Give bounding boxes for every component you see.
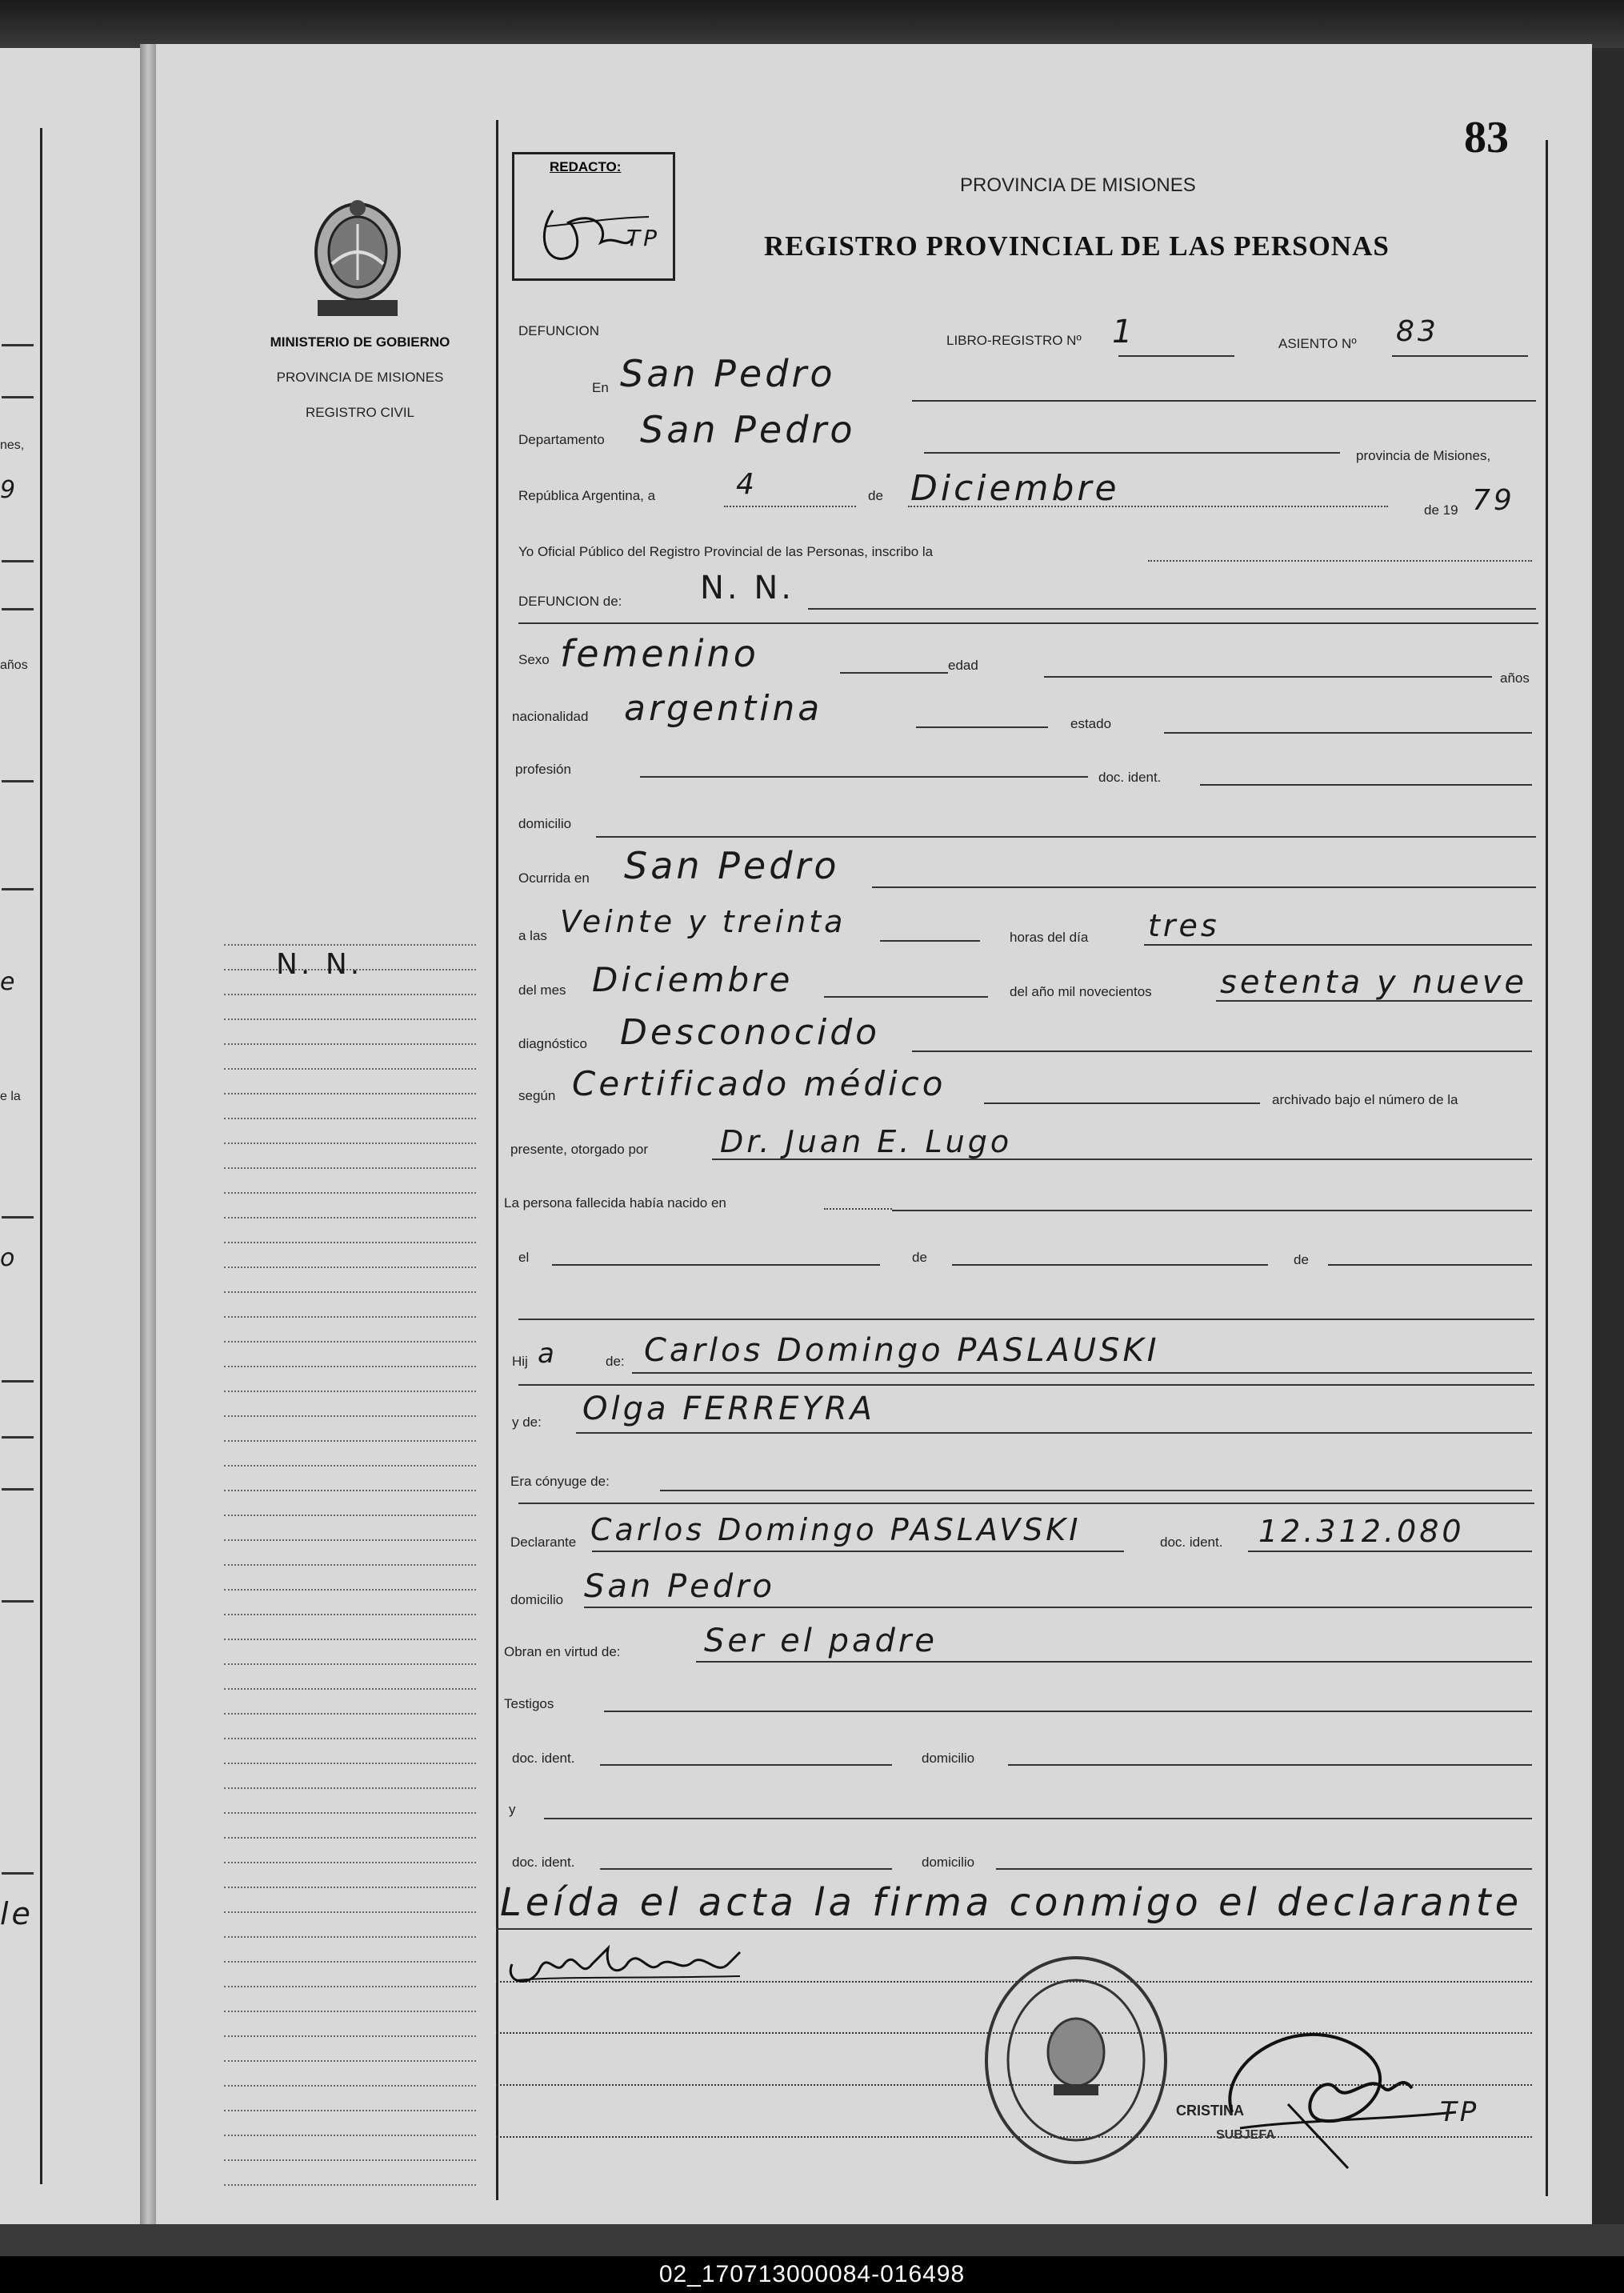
del-mes-label: del mes bbox=[518, 982, 566, 998]
presente-label: presente, otorgado por bbox=[510, 1142, 649, 1157]
margin-rule bbox=[224, 1490, 476, 1491]
margin-rule bbox=[224, 1837, 476, 1839]
official-signature bbox=[1200, 1992, 1488, 2176]
margin-rule bbox=[224, 1142, 476, 1144]
del-mes-line bbox=[824, 996, 988, 998]
margin-rule bbox=[224, 1440, 476, 1442]
de3-label: de bbox=[1294, 1252, 1309, 1267]
margin-rule bbox=[224, 1217, 476, 1219]
presente-line bbox=[712, 1159, 1532, 1160]
margin-rule bbox=[224, 1291, 476, 1293]
obran-label: Obran en virtud de: bbox=[504, 1644, 621, 1659]
del-mes-value: Diciembre bbox=[592, 960, 794, 999]
margin-rule bbox=[224, 1589, 476, 1591]
el-line bbox=[552, 1264, 880, 1266]
margin-rule bbox=[224, 2085, 476, 2087]
margin-rule bbox=[224, 2135, 476, 2136]
hij-label: Hij bbox=[512, 1354, 528, 1369]
father-line bbox=[632, 1372, 1532, 1374]
libro-label: LIBRO-REGISTRO Nº bbox=[946, 333, 1082, 348]
departamento-label: Departamento bbox=[518, 432, 605, 447]
de2-line bbox=[952, 1264, 1268, 1266]
ministry-line2: PROVINCIA DE MISIONES bbox=[276, 370, 444, 385]
del-ano-value: setenta y nueve bbox=[1220, 964, 1527, 1001]
nacido-line bbox=[892, 1210, 1532, 1211]
ocurrida-value: San Pedro bbox=[624, 844, 840, 887]
en-value: San Pedro bbox=[620, 352, 836, 395]
margin-rule bbox=[224, 1763, 476, 1764]
margin-rule bbox=[224, 1961, 476, 1963]
dom1-line bbox=[1008, 1764, 1532, 1766]
republica-label: República Argentina, a bbox=[518, 488, 656, 503]
left-page-line bbox=[2, 1872, 34, 1875]
margin-rule bbox=[224, 1986, 476, 1987]
left-page-line bbox=[2, 608, 34, 610]
left-page-fragment: años bbox=[0, 658, 28, 672]
horas-label: horas del día bbox=[1010, 930, 1089, 945]
year-label: de 19 bbox=[1424, 502, 1458, 518]
nacido-dots bbox=[824, 1208, 892, 1210]
asiento-label: ASIENTO Nº bbox=[1278, 336, 1357, 351]
nacionalidad-label: nacionalidad bbox=[512, 709, 589, 724]
diagnostico-value: Desconocido bbox=[620, 1012, 881, 1053]
obran-value: Ser el padre bbox=[704, 1623, 938, 1659]
margin-rule bbox=[224, 1316, 476, 1318]
obran-line bbox=[696, 1661, 944, 1663]
left-page-fragment: 9 bbox=[0, 476, 19, 504]
de3-line bbox=[1328, 1264, 1532, 1266]
nacionalidad-line bbox=[916, 726, 1048, 728]
nacido-label: La persona fallecida había nacido en bbox=[504, 1195, 726, 1211]
hij-de-label: de: bbox=[606, 1354, 625, 1369]
margin-rule bbox=[224, 1341, 476, 1343]
mother-value: Olga FERREYRA bbox=[582, 1391, 875, 1427]
domicilio-label: domicilio bbox=[518, 816, 572, 831]
margin-rule bbox=[224, 1093, 476, 1094]
official-initials: TP bbox=[1440, 2096, 1480, 2128]
margin-rule bbox=[224, 1639, 476, 1640]
archivado-label: archivado bajo el número de la bbox=[1272, 1092, 1458, 1107]
province-title: PROVINCIA DE MISIONES bbox=[960, 174, 1196, 196]
margin-rule bbox=[224, 1018, 476, 1020]
y-de-label: y de: bbox=[512, 1415, 542, 1430]
sexo-line bbox=[840, 672, 948, 674]
image-id-footer: 02_170713000084-016498 bbox=[0, 2256, 1624, 2293]
asiento-value: 83 bbox=[1396, 315, 1439, 348]
a-las-line bbox=[880, 940, 980, 942]
margin-rule bbox=[224, 2060, 476, 2062]
margin-rule bbox=[224, 1812, 476, 1814]
margin-rule bbox=[224, 2011, 476, 2012]
page-number: 83 bbox=[1464, 113, 1509, 162]
edad-line bbox=[1044, 676, 1492, 678]
stamp-name: CRISTINA bbox=[1176, 2103, 1244, 2119]
left-page-line bbox=[2, 1216, 34, 1219]
closing-text: Leída el acta la firma conmigo el declarante bbox=[500, 1880, 1523, 1925]
left-page-line bbox=[2, 344, 34, 346]
en-label: En bbox=[592, 380, 609, 395]
y-line bbox=[544, 1818, 1532, 1819]
declarant-signature bbox=[500, 1932, 764, 1996]
left-page-fragment: nes, bbox=[0, 438, 25, 452]
margin-rule bbox=[224, 2159, 476, 2161]
estado-label: estado bbox=[1070, 716, 1112, 731]
left-page-line bbox=[2, 396, 34, 398]
obran-line2 bbox=[944, 1661, 1532, 1663]
testigos-label: Testigos bbox=[504, 1696, 554, 1711]
nacionalidad-value: argentina bbox=[624, 688, 823, 729]
doc-ident-line bbox=[1200, 784, 1532, 786]
margin-rule bbox=[224, 1415, 476, 1417]
conyuge-line bbox=[660, 1490, 1532, 1491]
margin-rule bbox=[224, 944, 476, 946]
stamp-name2: SUBJEFA bbox=[1216, 2128, 1275, 2142]
father-line2 bbox=[518, 1384, 1534, 1386]
declarante-doc-value: 12.312.080 bbox=[1258, 1514, 1465, 1549]
left-page-fragment: o bbox=[0, 1244, 18, 1272]
diagnostico-label: diagnóstico bbox=[518, 1036, 588, 1051]
estado-line bbox=[1164, 732, 1532, 734]
margin-rule bbox=[224, 2184, 476, 2186]
sexo-label: Sexo bbox=[518, 652, 550, 667]
mother-line bbox=[576, 1432, 1532, 1434]
month-line bbox=[908, 506, 1388, 507]
libro-value: 1 bbox=[1112, 314, 1136, 350]
day-value: 4 bbox=[736, 468, 758, 501]
closing-line bbox=[496, 1928, 1532, 1930]
book-top-edge bbox=[0, 0, 1624, 48]
de-label: de bbox=[868, 488, 883, 503]
margin-rule bbox=[224, 2035, 476, 2037]
doc2-label: doc. ident. bbox=[512, 1855, 575, 1870]
decl-domicilio-line bbox=[584, 1607, 1532, 1608]
decl-domicilio-label: domicilio bbox=[510, 1592, 564, 1607]
a-las-value: Veinte y treinta bbox=[560, 904, 846, 939]
defuncion-line bbox=[808, 608, 1536, 610]
left-page-line bbox=[2, 1380, 34, 1383]
margin-rule bbox=[224, 1192, 476, 1194]
decl-domicilio-value: San Pedro bbox=[584, 1568, 776, 1605]
dom2-line bbox=[996, 1868, 1532, 1870]
y-label: y bbox=[509, 1802, 516, 1817]
en-line bbox=[912, 400, 1536, 402]
margin-rule bbox=[224, 1614, 476, 1615]
ocurrida-label: Ocurrida en bbox=[518, 870, 590, 886]
form-left-border bbox=[496, 120, 498, 2200]
book-bottom-edge bbox=[0, 2224, 1624, 2256]
hij-suffix: a bbox=[538, 1338, 558, 1370]
profesion-label: profesión bbox=[515, 762, 571, 777]
margin-rule bbox=[224, 1465, 476, 1467]
redacto-label: REDACTO: bbox=[550, 159, 622, 174]
margin-rule bbox=[224, 1167, 476, 1169]
ocurrida-line bbox=[872, 886, 1536, 888]
margin-rule bbox=[224, 1738, 476, 1739]
profesion-line bbox=[640, 776, 1088, 778]
margin-rule bbox=[224, 1366, 476, 1367]
form-right-border bbox=[1546, 140, 1548, 2196]
segun-line bbox=[984, 1102, 1260, 1104]
margin-rule bbox=[224, 1391, 476, 1392]
del-ano-label: del año mil novecientos bbox=[1010, 984, 1152, 999]
doc1-label: doc. ident. bbox=[512, 1751, 575, 1766]
segun-value: Certificado médico bbox=[572, 1064, 946, 1103]
left-page-fragment: le bbox=[0, 1896, 34, 1931]
departamento-line bbox=[924, 452, 1340, 454]
margin-rule bbox=[224, 1118, 476, 1119]
a-las-label: a las bbox=[518, 928, 547, 943]
ministry-line1: MINISTERIO DE GOBIERNO bbox=[270, 334, 450, 350]
defuncion-de-label: DEFUNCION de: bbox=[518, 594, 622, 609]
left-page-fragment: e la bbox=[0, 1090, 21, 1103]
margin-rule bbox=[224, 1043, 476, 1045]
year-value: 79 bbox=[1472, 484, 1515, 517]
left-page-line bbox=[2, 1436, 34, 1439]
ministry-line3: REGISTRO CIVIL bbox=[305, 405, 415, 420]
doc2-line bbox=[600, 1868, 892, 1870]
margin-rule bbox=[224, 1515, 476, 1516]
libro-line bbox=[1118, 355, 1234, 357]
horas-line bbox=[1144, 944, 1532, 946]
margin-rule bbox=[224, 1911, 476, 1913]
declarante-label: Declarante bbox=[510, 1535, 577, 1550]
doc1-line bbox=[600, 1764, 892, 1766]
de2-label: de bbox=[912, 1250, 927, 1265]
defuncion-de-value: N. N. bbox=[700, 570, 794, 606]
doc-ident-label: doc. ident. bbox=[1098, 770, 1162, 785]
sexo-value: femenino bbox=[560, 632, 759, 675]
margin-rule bbox=[224, 1068, 476, 1070]
redacto-box bbox=[512, 152, 675, 281]
margin-rule bbox=[224, 1564, 476, 1566]
margin-rule bbox=[224, 1713, 476, 1715]
margin-rule bbox=[224, 1887, 476, 1888]
margin-rule bbox=[224, 1663, 476, 1665]
type-label: DEFUNCION bbox=[518, 323, 600, 338]
margin-name: N. N. bbox=[276, 948, 363, 981]
conyuge-line2 bbox=[518, 1503, 1534, 1504]
left-page-line bbox=[2, 560, 34, 562]
left-page-line bbox=[2, 888, 34, 890]
month-value: Diciembre bbox=[910, 468, 1120, 509]
margin-rule bbox=[224, 1787, 476, 1789]
registry-title: REGISTRO PROVINCIAL DE LAS PERSONAS bbox=[764, 230, 1390, 262]
dom2-label: domicilio bbox=[922, 1855, 975, 1870]
blank-line bbox=[518, 1319, 1534, 1320]
day-line bbox=[724, 506, 856, 507]
margin-rule bbox=[224, 1936, 476, 1938]
declarante-value: Carlos Domingo PASLAVSKI bbox=[590, 1512, 1082, 1547]
left-page-line bbox=[2, 780, 34, 782]
presente-value: Dr. Juan E. Lugo bbox=[720, 1124, 1013, 1159]
redacto-initials: TP bbox=[626, 225, 660, 251]
conyuge-label: Era cónyuge de: bbox=[510, 1474, 610, 1489]
horas-value: tres bbox=[1148, 908, 1220, 943]
father-value: Carlos Domingo PASLAUSKI bbox=[644, 1332, 1160, 1369]
margin-rule bbox=[224, 1267, 476, 1268]
coat-of-arms-icon bbox=[300, 192, 416, 320]
anos-label: años bbox=[1500, 670, 1530, 686]
margin-rule bbox=[224, 1862, 476, 1863]
el-label: el bbox=[518, 1250, 530, 1265]
oficial-line bbox=[1148, 560, 1532, 562]
oficial-text: Yo Oficial Público del Registro Provincial de las Personas, inscribo la bbox=[518, 544, 934, 559]
diagnostico-line bbox=[912, 1050, 1532, 1052]
declarante-line bbox=[592, 1551, 1124, 1552]
segun-label: según bbox=[518, 1088, 556, 1103]
departamento-value: San Pedro bbox=[640, 408, 856, 451]
margin-rule bbox=[224, 1539, 476, 1541]
declarante-doc-line bbox=[1248, 1551, 1532, 1552]
left-page-fragment: e bbox=[0, 968, 18, 996]
book-spine bbox=[140, 44, 156, 2228]
asiento-line bbox=[1392, 355, 1528, 357]
testigos-line bbox=[604, 1711, 1532, 1712]
margin-rule bbox=[224, 994, 476, 995]
defuncion-line2 bbox=[518, 622, 1538, 624]
left-page-line bbox=[2, 1600, 34, 1603]
margin-rule bbox=[224, 1688, 476, 1690]
declarante-doc-label: doc. ident. bbox=[1160, 1535, 1223, 1550]
margin-rule bbox=[224, 1242, 476, 1243]
edad-label: edad bbox=[948, 658, 978, 673]
del-ano-line bbox=[1216, 1000, 1532, 1002]
domicilio-line bbox=[596, 836, 1536, 838]
left-page-line bbox=[2, 1488, 34, 1491]
left-page-rule bbox=[40, 128, 42, 2184]
provincia-label: provincia de Misiones, bbox=[1356, 448, 1491, 463]
official-stamp-icon bbox=[980, 1952, 1172, 2168]
margin-rule bbox=[224, 2110, 476, 2111]
dom1-label: domicilio bbox=[922, 1751, 975, 1766]
